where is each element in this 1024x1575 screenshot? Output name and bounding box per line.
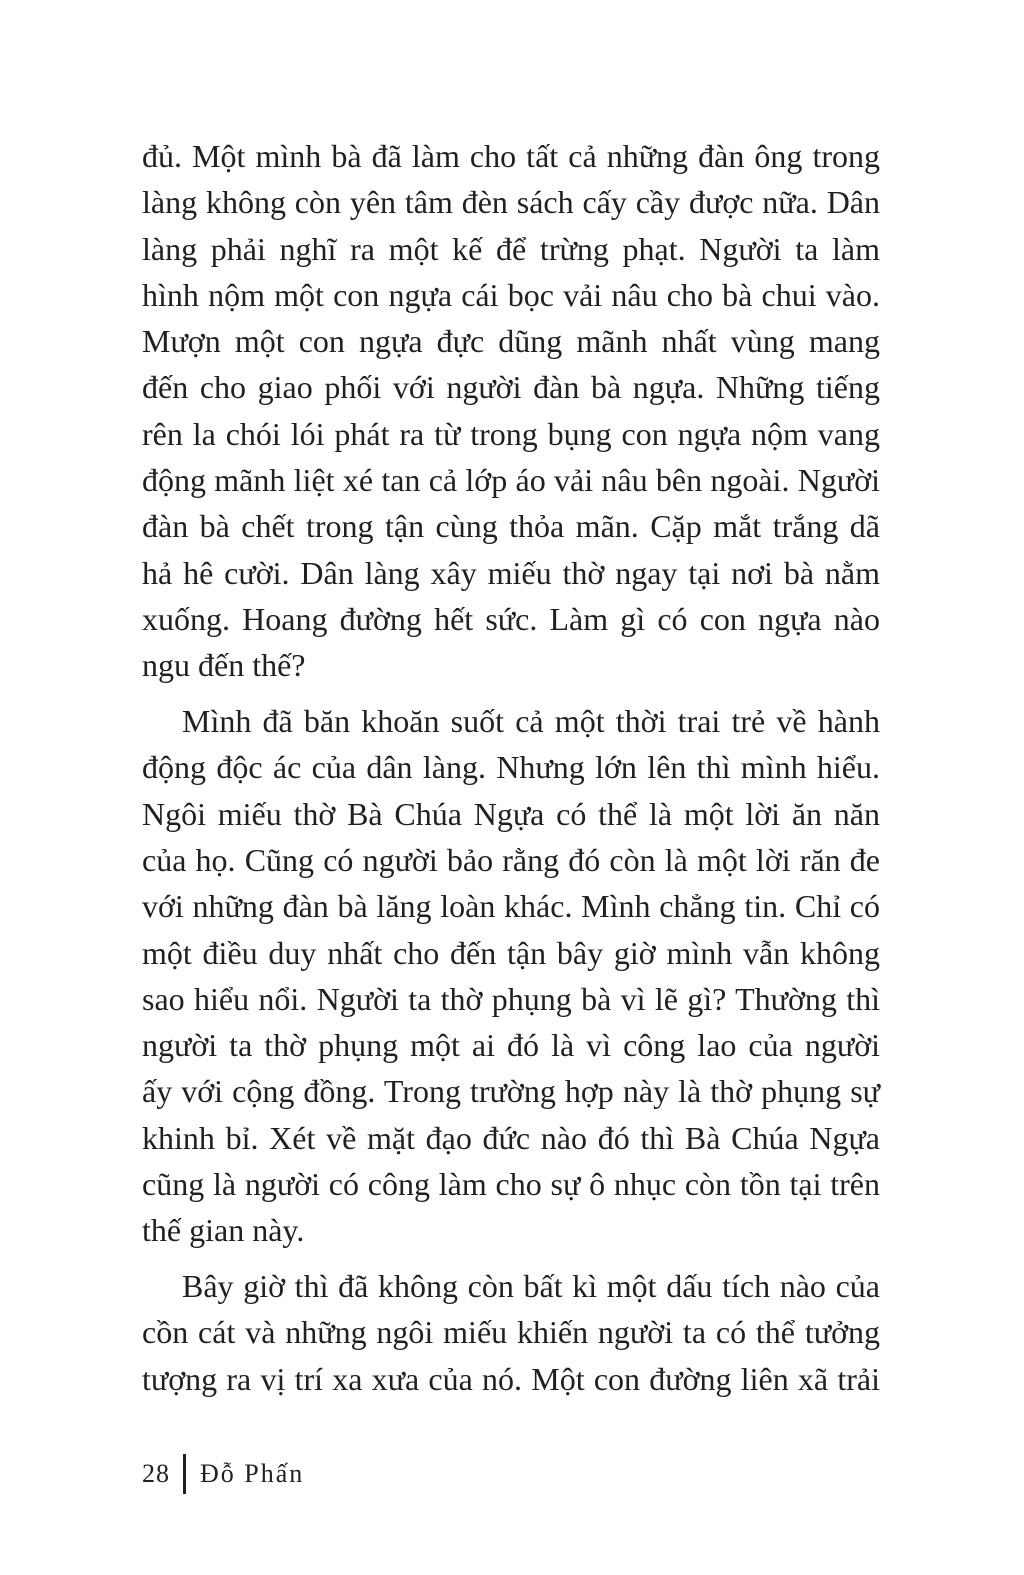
text-line: thế gian này. (142, 1212, 305, 1249)
text-line: ấy với cộng đồng. Trong trường hợp này là thờ phụng sự (142, 1073, 880, 1110)
text-line: người ta thờ phụng một ai đó là vì công lao của người (142, 1027, 880, 1064)
text-line: Ngôi miếu thờ Bà Chúa Ngựa có thể là một lời ăn năn (142, 795, 880, 832)
text-line: của họ. Cũng có người bảo rằng đó còn là một lời răn đe (142, 841, 880, 878)
text-line: cũng là người có công làm cho sự ô nhục còn tồn tại trên (142, 1166, 880, 1203)
text-line: Mượn một con ngựa đực dũng mãnh nhất vùng mang (142, 323, 880, 360)
text-line: cồn cát và những ngôi miếu khiến người ta có thể tưởng (142, 1314, 880, 1351)
text-line: làng phải nghĩ ra một kế để trừng phạt. Người ta làm (142, 230, 880, 267)
text-line: Mình đã băn khoăn suốt cả một thời trai trẻ về hành (182, 703, 880, 740)
text-line: xuống. Hoang đường hết sức. Làm gì có con ngựa nào (142, 600, 880, 637)
body-text (142, 133, 880, 1402)
paragraph-3 (142, 1263, 880, 1402)
page-number: 28 (142, 1459, 170, 1488)
text-line: đủ. Một mình bà đã làm cho tất cả những đàn ông trong (142, 138, 880, 174)
text-line: rên la chói lói phát ra từ trong bụng con ngựa nộm vang (142, 415, 880, 452)
text-line: với những đàn bà lăng loàn khác. Mình chẳng tin. Chỉ có (142, 888, 880, 925)
text-line: một điều duy nhất cho đến tận bây giờ mình vẫn không (142, 934, 880, 971)
text-line: động mãnh liệt xé tan cả lớp áo vải nâu bên ngoài. Người (142, 462, 880, 499)
text-line: động độc ác của dân làng. Nhưng lớn lên thì mình hiểu. (142, 749, 880, 786)
paragraph-2 (142, 698, 880, 1254)
author-name: Đỗ Phấn (200, 1459, 305, 1488)
text-line: ngu đến thế? (142, 647, 306, 684)
text-line: hả hê cười. Dân làng xây miếu thờ ngay tại nơi bà nằm (142, 554, 880, 591)
text-line: tượng ra vị trí xa xưa của nó. Một con đường liên xã trải (142, 1360, 880, 1397)
footer-divider (183, 1454, 186, 1494)
text-line: hình nộm một con ngựa cái bọc vải nâu cho bà chui vào. (142, 276, 880, 313)
paragraph-1 (142, 133, 880, 689)
text-line: sao hiểu nổi. Người ta thờ phụng bà vì lẽ gì? Thường thì (142, 980, 880, 1017)
text-line: Bây giờ thì đã không còn bất kì một dấu tích nào của (182, 1268, 880, 1305)
text-line: đàn bà chết trong tận cùng thỏa mãn. Cặp mắt trắng dã (142, 508, 880, 545)
text-line: đến cho giao phối với người đàn bà ngựa. Những tiếng (142, 369, 880, 406)
text-line: khinh bỉ. Xét về mặt đạo đức nào đó thì Bà Chúa Ngựa (142, 1119, 880, 1156)
text-line: làng không còn yên tâm đèn sách cấy cầy được nữa. Dân (142, 184, 880, 221)
page-footer (142, 1454, 304, 1494)
